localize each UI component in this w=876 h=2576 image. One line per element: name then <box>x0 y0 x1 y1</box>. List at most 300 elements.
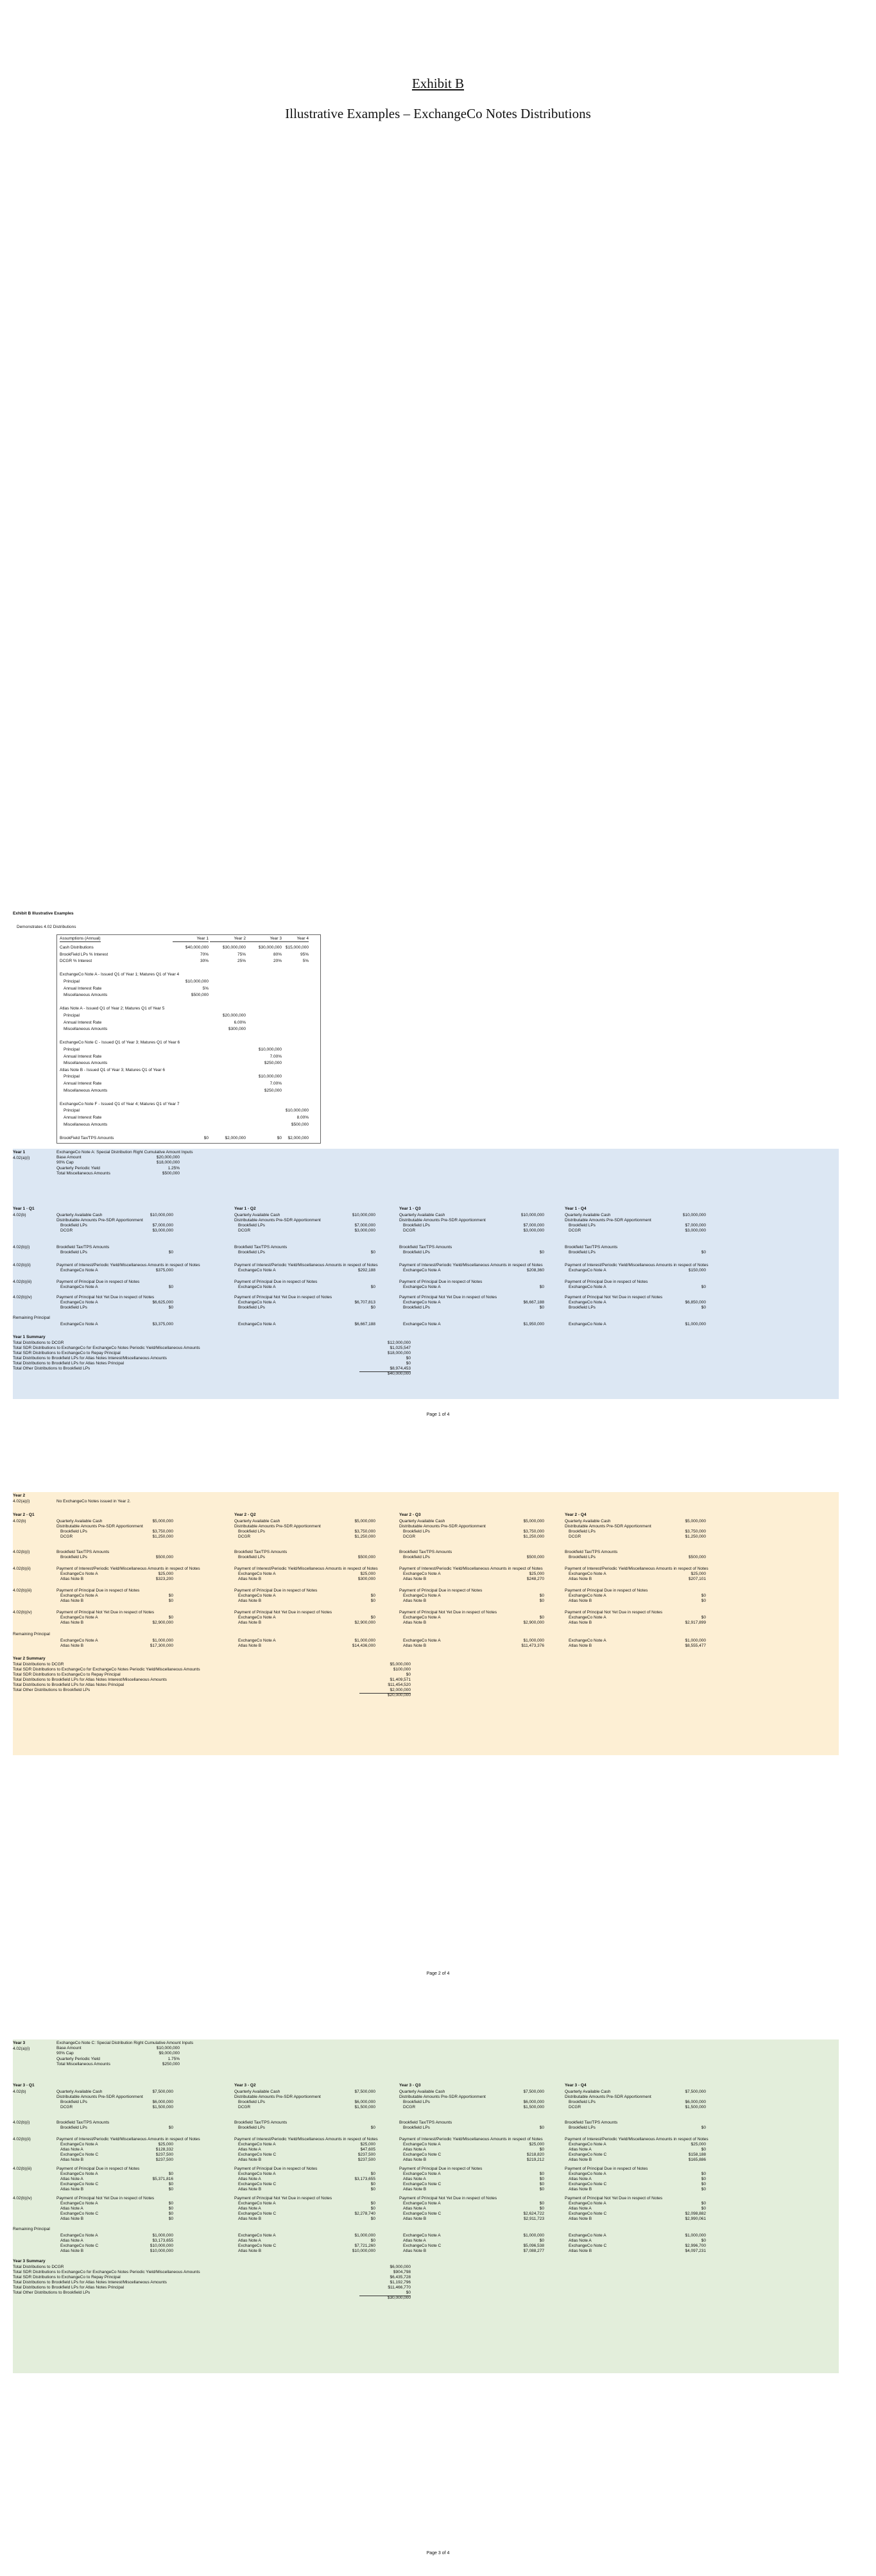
quarter-label: Atlas Note A <box>569 2206 592 2211</box>
quarter-label: Payment of Principal Not Yet Due in respect of Notes <box>234 1295 332 1300</box>
quarter-label: DCGR <box>403 1228 416 1233</box>
quarter-value: $0 <box>701 2206 706 2211</box>
quarter-label: Payment of Interest/Periodic Yield/Miscellaneous Amounts in respect of Notes <box>399 2137 543 2142</box>
assumptions-row-label: Atlas Note B - Issued Q1 of Year 3; Matures Q1 of Year 6 <box>60 1067 166 1072</box>
quarter-value: $7,000,000 <box>685 1223 706 1228</box>
quarter-value: $0 <box>539 2238 544 2243</box>
summary-label: Total SDR Distributions to ExchangeCo to Repay Principal <box>13 2275 121 2280</box>
quarter-value: $2,990,061 <box>685 2217 706 2221</box>
assumptions-cell: $15,000,000 <box>285 945 309 950</box>
quarter-value: $6,000,000 <box>354 2100 375 2104</box>
quarter-label: ExchangeCo Note A <box>238 1322 276 1327</box>
quarter-value: $0 <box>168 2172 173 2176</box>
quarter-label: ExchangeCo Note A <box>403 1593 441 1598</box>
assumptions-cell: $2,000,000 <box>225 1135 246 1140</box>
assumptions-cell: $0 <box>277 1135 282 1140</box>
quarter-label: Brookfield Tax/TPS Amounts <box>565 1550 618 1554</box>
section-ref: 4.02(b) <box>13 1519 26 1524</box>
quarter-label: ExchangeCo Note A <box>238 2201 276 2206</box>
quarter-label: Payment of Principal Due in respect of Notes <box>565 2167 648 2171</box>
quarter-label: Atlas Note B <box>403 2187 427 2192</box>
quarter-label: Atlas Note A <box>60 2206 83 2211</box>
year-title: Year 2 <box>13 1493 26 1498</box>
quarter-label: Atlas Note A <box>60 2147 83 2152</box>
assumptions-cell: 95% <box>300 952 309 957</box>
quarter-value: $0 <box>539 1285 544 1289</box>
assumptions-cell: 70% <box>200 952 209 957</box>
quarter-label: Payment of Interest/Periodic Yield/Miscellaneous Amounts in respect of Notes <box>234 1567 378 1571</box>
quarter-value: $237,500 <box>155 2158 173 2162</box>
quarter-value: $0 <box>370 1615 375 1620</box>
intro-value: $250,000 <box>162 2061 180 2066</box>
quarter-value: $2,278,740 <box>354 2211 375 2216</box>
quarter-value: $165,886 <box>688 2158 706 2162</box>
summary-value: $0 <box>359 2290 411 2296</box>
quarter-value: $2,900,000 <box>152 1620 173 1625</box>
quarter-label: Brookfield Tax/TPS Amounts <box>56 1550 110 1554</box>
quarter-value: $2,098,882 <box>685 2211 706 2216</box>
quarter-value: $6,667,188 <box>523 1300 544 1305</box>
quarter-label: Payment of Principal Not Yet Due in respect of Notes <box>56 2196 155 2201</box>
quarter-value: $0 <box>168 1285 173 1289</box>
assumptions-row-label: Atlas Note A - Issued Q1 of Year 2; Matures Q1 of Year 5 <box>60 1006 165 1011</box>
quarter-value: $0 <box>701 2201 706 2206</box>
assumptions-row-label: ExchangeCo Note F - Issued Q1 of Year 4; Matures Q1 of Year 7 <box>60 1101 180 1106</box>
quarter-label: Atlas Note B <box>403 2158 427 2162</box>
quarter-value: $25,000 <box>529 1572 544 1576</box>
quarter-label: ExchangeCo Note A <box>569 1268 606 1273</box>
quarter-value: $11,473,376 <box>521 1644 544 1648</box>
assumptions-cell: $30,000,000 <box>258 945 282 950</box>
quarter-label: ExchangeCo Note C <box>403 2182 442 2186</box>
summary-value: $0 <box>406 1361 411 1366</box>
quarter-label: Payment of Principal Due in respect of Notes <box>399 1280 483 1284</box>
quarter-label: Quarterly Available Cash <box>234 1213 280 1217</box>
assumptions-cell: 25% <box>237 959 246 964</box>
quarter-label: ExchangeCo Note A <box>403 2201 441 2206</box>
quarter-value: $1,000,000 <box>523 2233 544 2238</box>
quarter-value: $0 <box>539 2147 544 2152</box>
quarter-label: Atlas Note B <box>403 2217 427 2221</box>
quarter-label: Atlas Note B <box>238 1599 262 1603</box>
summary-value: $5,000,000 <box>390 1662 411 1667</box>
quarter-value: $6,850,000 <box>685 1300 706 1305</box>
quarter-label: ExchangeCo Note A <box>403 1322 441 1327</box>
quarter-value: $3,000,000 <box>685 1228 706 1233</box>
quarter-label: ExchangeCo Note A <box>238 1268 276 1273</box>
summary-value: $20,000,000 <box>387 1693 411 1697</box>
quarter-label: Brookfield Tax/TPS Amounts <box>56 1245 110 1249</box>
section-ref: 4.02(a)(i) <box>13 2047 30 2051</box>
summary-value: $100,000 <box>393 1667 411 1672</box>
assumptions-cell: $40,000,000 <box>185 945 209 950</box>
quarter-label: Atlas Note B <box>60 1577 84 1581</box>
quarter-label: Payment of Interest/Periodic Yield/Miscellaneous Amounts in respect of Notes <box>56 2137 200 2142</box>
quarter-value: $7,721,260 <box>354 2244 375 2248</box>
summary-value: $40,000,000 <box>387 1371 411 1376</box>
assumptions-row-label: Principal <box>64 1108 80 1113</box>
summary-value: $1,409,571 <box>390 1678 411 1682</box>
quarter-value: $10,000,000 <box>520 1213 544 1217</box>
quarter-label: Brookfield LPs <box>403 2100 430 2104</box>
assumptions-header: Year 2 <box>210 936 246 942</box>
quarter-value: $219,212 <box>526 2158 544 2162</box>
quarter-value: $0 <box>168 2217 173 2221</box>
summary-label: Total Distributions to Brookfield LPs for Atlas Notes Interest/Miscellaneous Amounts <box>13 1356 167 1361</box>
quarter-value: $2,911,723 <box>523 2217 544 2221</box>
quarter-label: Brookfield LPs <box>238 1250 265 1255</box>
summary-value: $11,466,770 <box>388 2285 411 2290</box>
quarter-label: Payment of Principal Not Yet Due in respect of Notes <box>399 1295 497 1300</box>
quarter-label: Atlas Note B <box>403 1577 427 1581</box>
quarter-label: Atlas Note B <box>238 1620 262 1625</box>
quarter-label: Brookfield LPs <box>569 2125 596 2130</box>
assumptions-row-label: Miscellaneous Amounts <box>64 1061 108 1066</box>
quarter-label: Payment of Interest/Periodic Yield/Miscellaneous Amounts in respect of Notes <box>565 2137 709 2142</box>
document-title-block <box>0 76 876 122</box>
quarter-value: $0 <box>539 1615 544 1620</box>
summary-label: Total SDR Distributions to ExchangeCo to Repay Principal <box>13 1672 121 1677</box>
assumptions-row-label: Annual Interest Rate <box>64 1020 102 1025</box>
quarter-value: $0 <box>539 2182 544 2186</box>
quarter-label: Quarterly Available Cash <box>399 1519 445 1524</box>
summary-label: Total Distributions to Brookfield LPs for Atlas Notes Principal <box>13 1361 125 1366</box>
quarter-value: $7,500,000 <box>152 2090 173 2094</box>
intro-value: $10,000,000 <box>156 2046 180 2051</box>
quarter-value: $6,000,000 <box>152 2100 173 2104</box>
assumptions-cell: 75% <box>237 952 246 957</box>
quarter-label: Brookfield LPs <box>569 1223 596 1228</box>
quarter-value: $1,500,000 <box>354 2105 375 2109</box>
quarter-label: Atlas Note B <box>569 2249 592 2253</box>
quarter-label: Atlas Note B <box>238 2249 262 2253</box>
quarter-title: Year 1 - Q4 <box>565 1206 587 1211</box>
summary-value: $11,454,520 <box>388 1683 411 1687</box>
section-ref: 4.02(b)(i) <box>13 1245 30 1249</box>
quarter-value: $0 <box>168 2182 173 2186</box>
quarter-value: $248,270 <box>526 1577 544 1581</box>
quarter-value: $3,750,000 <box>523 1529 544 1534</box>
quarter-label: DCGR <box>238 1534 251 1539</box>
assumptions-cell: 7.00% <box>270 1081 282 1086</box>
section-ref: 4.02(b)(ii) <box>13 1263 31 1267</box>
assumptions-row-label: Miscellaneous Amounts <box>64 993 108 998</box>
quarter-label: Payment of Principal Due in respect of Notes <box>399 1588 483 1593</box>
quarter-value: $0 <box>168 1615 173 1620</box>
quarter-label: ExchangeCo Note C <box>60 2152 99 2157</box>
quarter-label: Payment of Principal Not Yet Due in respect of Notes <box>399 2196 497 2201</box>
quarter-label: Payment of Interest/Periodic Yield/Miscellaneous Amounts in respect of Notes <box>234 1263 378 1267</box>
quarter-label: ExchangeCo Note C <box>238 2244 277 2248</box>
assumptions-cell: $20,000,000 <box>222 1013 246 1018</box>
quarter-value: $0 <box>701 1285 706 1289</box>
summary-label: Total Other Distributions to Brookfield LPs <box>13 1688 90 1692</box>
assumptions-cell: 8.00% <box>296 1115 309 1120</box>
quarter-value: $3,750,000 <box>685 1529 706 1534</box>
assumptions-cell: $250,000 <box>264 1061 282 1066</box>
assumptions-row-label: ExchangeCo Note C - Issued Q1 of Year 3; Matures Q1 of Year 6 <box>60 1040 180 1045</box>
assumptions-cell: $500,000 <box>191 993 209 998</box>
quarter-label: Atlas Note B <box>238 2217 262 2221</box>
quarter-label: ExchangeCo Note A <box>60 2172 98 2176</box>
assumptions-header: Year 1 <box>173 936 209 942</box>
quarter-label: ExchangeCo Note C <box>60 2211 99 2216</box>
quarter-label: Atlas Note A <box>238 2147 261 2152</box>
quarter-label: ExchangeCo Note A <box>238 1285 276 1289</box>
quarter-value: $25,000 <box>529 2142 544 2147</box>
quarter-value: $0 <box>370 2238 375 2243</box>
quarter-label: Distributable Amounts Pre-SDR Apportionment <box>565 2095 651 2099</box>
quarter-label: Atlas Note A <box>238 2177 261 2181</box>
quarter-label: Payment of Interest/Periodic Yield/Miscellaneous Amounts in respect of Notes <box>399 1567 543 1571</box>
assumptions-row-label: BrookField Tax/TPS Amounts <box>60 1135 114 1140</box>
assumptions-cell: $0 <box>203 1135 209 1140</box>
assumptions-cell: 7.00% <box>270 1054 282 1059</box>
quarter-label: Payment of Principal Not Yet Due in respect of Notes <box>56 1295 155 1300</box>
quarter-label: Brookfield Tax/TPS Amounts <box>565 2120 618 2125</box>
quarter-value: $10,000,000 <box>352 2249 375 2253</box>
quarter-label: ExchangeCo Note A <box>569 1322 606 1327</box>
quarter-value: $5,371,816 <box>152 2177 173 2181</box>
quarter-label: ExchangeCo Note C <box>238 2211 277 2216</box>
quarter-label: Payment of Principal Due in respect of Notes <box>56 1588 140 1593</box>
summary-label: Total SDR Distributions to ExchangeCo for ExchangeCo Notes Periodic Yield/Miscellaneous Amounts <box>13 2270 200 2274</box>
quarter-label: Brookfield LPs <box>238 1305 265 1310</box>
quarter-label: ExchangeCo Note A <box>60 1322 98 1327</box>
quarter-value: $3,000,000 <box>152 1228 173 1233</box>
summary-label: Total Other Distributions to Brookfield LPs <box>13 1366 90 1371</box>
quarter-value: $0 <box>701 2177 706 2181</box>
intro-value: $18,000,000 <box>156 1160 180 1165</box>
section-ref: 4.02(b)(iii) <box>13 1588 32 1593</box>
quarter-value: $0 <box>370 2125 375 2130</box>
quarter-value: $1,500,000 <box>685 2105 706 2109</box>
summary-value: $30,000,000 <box>387 2296 411 2300</box>
summary-title: Year 3 Summary <box>13 2259 46 2263</box>
quarter-value: $0 <box>701 2182 706 2186</box>
quarter-value: $0 <box>168 1250 173 1255</box>
quarter-value: $0 <box>168 2187 173 2192</box>
quarter-label: ExchangeCo Note A <box>569 1615 606 1620</box>
quarter-label: ExchangeCo Note A <box>569 1285 606 1289</box>
summary-value: $12,000,000 <box>387 1341 411 1345</box>
quarter-value: $25,000 <box>360 1572 375 1576</box>
quarter-value: $323,200 <box>155 1577 173 1581</box>
quarter-label: Quarterly Available Cash <box>56 1519 103 1524</box>
quarter-value: $0 <box>701 2172 706 2176</box>
quarter-value: $0 <box>370 2201 375 2206</box>
quarter-label: Atlas Note B <box>238 2158 262 2162</box>
section-ref: 4.02(b)(ii) <box>13 1567 31 1571</box>
quarter-label: ExchangeCo Note A <box>569 1572 606 1576</box>
quarter-value: $1,000,000 <box>354 1638 375 1643</box>
quarter-value: $0 <box>701 2125 706 2130</box>
quarter-value: $0 <box>701 1599 706 1603</box>
quarter-label: Payment of Principal Due in respect of Notes <box>234 1588 318 1593</box>
year1-section <box>13 1149 839 1399</box>
quarter-value: $1,000,000 <box>685 2233 706 2238</box>
quarter-label: Atlas Note B <box>569 2187 592 2192</box>
quarter-label: Atlas Note A <box>403 2238 426 2243</box>
quarter-label: Atlas Note A <box>403 2147 426 2152</box>
quarter-value: $5,000,000 <box>523 1519 544 1524</box>
quarter-label: Distributable Amounts Pre-SDR Apportionment <box>399 1218 486 1223</box>
quarter-label: DCGR <box>569 1534 581 1539</box>
quarter-label: ExchangeCo Note A <box>60 1615 98 1620</box>
quarter-label: ExchangeCo Note C <box>403 2152 442 2157</box>
quarter-value: $10,000,000 <box>150 2244 173 2248</box>
quarter-label: ExchangeCo Note A <box>238 1638 276 1643</box>
quarter-value: $0 <box>539 2206 544 2211</box>
quarter-value: $0 <box>539 1593 544 1598</box>
quarter-label: Brookfield Tax/TPS Amounts <box>56 2120 110 2125</box>
quarter-value: $3,173,655 <box>152 2238 173 2243</box>
quarter-title: Year 3 - Q1 <box>13 2083 35 2088</box>
quarter-value: $0 <box>370 2172 375 2176</box>
quarter-label: ExchangeCo Note A <box>60 1572 98 1576</box>
quarter-value: $25,000 <box>691 2142 706 2147</box>
year-title: Year 1 <box>13 1150 26 1155</box>
quarter-title: Year 3 - Q2 <box>234 2083 256 2088</box>
quarter-label: ExchangeCo Note A <box>403 2233 441 2238</box>
year-title: Year 3 <box>13 2041 26 2045</box>
quarter-label: Atlas Note B <box>60 2249 84 2253</box>
assumptions-cell: $2,000,000 <box>288 1135 309 1140</box>
quarter-label: Payment of Principal Not Yet Due in respect of Notes <box>565 2196 663 2201</box>
quarter-value: $0 <box>701 1250 706 1255</box>
quarter-title: Year 1 - Q2 <box>234 1206 256 1211</box>
quarter-label: Distributable Amounts Pre-SDR Apportionment <box>56 2095 143 2099</box>
quarter-label: Brookfield LPs <box>403 2125 430 2130</box>
quarter-value: $0 <box>539 2187 544 2192</box>
quarter-value: $208,360 <box>526 1268 544 1273</box>
quarter-label: Atlas Note B <box>403 1599 427 1603</box>
quarter-label: Atlas Note B <box>60 2217 84 2221</box>
quarter-label: Payment of Principal Not Yet Due in respect of Notes <box>565 1295 663 1300</box>
quarter-label: Brookfield Tax/TPS Amounts <box>399 1550 452 1554</box>
summary-value: $8,974,453 <box>359 1366 411 1372</box>
quarter-label: Payment of Interest/Periodic Yield/Miscellaneous Amounts in respect of Notes <box>399 1263 543 1267</box>
assumptions-row-label: Principal <box>64 1074 80 1079</box>
quarter-label: ExchangeCo Note A <box>238 2142 276 2147</box>
quarter-value: $375,000 <box>155 1268 173 1273</box>
quarter-value: $207,101 <box>688 1577 706 1581</box>
quarter-title: Year 2 - Q4 <box>565 1513 587 1517</box>
quarter-label: ExchangeCo Note A <box>60 1285 98 1289</box>
quarter-value: $5,000,000 <box>685 1519 706 1524</box>
quarter-label: Payment of Principal Not Yet Due in respect of Notes <box>399 1610 497 1615</box>
quarter-value: $500,000 <box>155 1555 173 1559</box>
assumptions-cell: $250,000 <box>264 1088 282 1093</box>
section-ref: Remaining Principal <box>13 2227 50 2231</box>
quarter-label: ExchangeCo Note A <box>403 1268 441 1273</box>
quarter-label: Distributable Amounts Pre-SDR Apportionment <box>399 2095 486 2099</box>
quarter-label: Distributable Amounts Pre-SDR Apportionment <box>565 1524 651 1529</box>
quarter-label: ExchangeCo Note C <box>238 2152 277 2157</box>
page-number: Page 1 of 4 <box>426 1413 450 1417</box>
intro-value: $500,000 <box>162 1171 180 1176</box>
section-ref: 4.02(b)(iii) <box>13 2167 32 2171</box>
assumptions-cell: $10,000,000 <box>258 1047 282 1052</box>
intro-label: Total Miscellaneous Amounts <box>56 1171 110 1176</box>
quarter-value: $0 <box>168 2211 173 2216</box>
quarter-value: $14,436,000 <box>352 1644 375 1648</box>
quarter-value: $0 <box>701 2187 706 2192</box>
quarter-label: Atlas Note B <box>403 2249 427 2253</box>
section-ref: 4.02(b)(ii) <box>13 2137 31 2142</box>
section-ref: 4.02(b)(iii) <box>13 1280 32 1284</box>
quarter-label: Atlas Note B <box>238 2187 262 2192</box>
quarter-label: ExchangeCo Note A <box>569 1300 606 1305</box>
quarter-label: ExchangeCo Note A <box>403 2142 441 2147</box>
quarter-value: $5,096,538 <box>523 2244 544 2248</box>
quarter-label: Brookfield Tax/TPS Amounts <box>399 2120 452 2125</box>
quarter-value: $6,000,000 <box>523 2100 544 2104</box>
quarter-label: Atlas Note B <box>403 1620 427 1625</box>
quarter-label: Quarterly Available Cash <box>399 2090 445 2094</box>
quarter-label: Payment of Principal Due in respect of Notes <box>399 2167 483 2171</box>
quarter-label: Atlas Note B <box>569 2217 592 2221</box>
quarter-value: $0 <box>168 1305 173 1310</box>
summary-label: Total Distributions to Brookfield LPs for Atlas Notes Interest/Miscellaneous Amounts <box>13 1678 167 1682</box>
quarter-label: Brookfield LPs <box>60 1223 87 1228</box>
quarter-label: Quarterly Available Cash <box>565 1213 611 1217</box>
quarter-value: $1,250,000 <box>523 1534 544 1539</box>
quarter-label: Brookfield LPs <box>60 2125 87 2130</box>
section-ref: Remaining Principal <box>13 1632 50 1636</box>
exhibit-title: Exhibit B <box>411 76 465 91</box>
quarter-label: Atlas Note B <box>569 2158 592 2162</box>
quarter-label: Atlas Note A <box>403 2206 426 2211</box>
quarter-value: $218,820 <box>526 2152 544 2157</box>
quarter-value: $17,300,000 <box>150 1644 173 1648</box>
summary-value: $18,000,000 <box>387 1351 411 1355</box>
quarter-value: $500,000 <box>526 1555 544 1559</box>
quarter-label: Brookfield LPs <box>569 1305 596 1310</box>
quarter-label: Atlas Note B <box>60 2158 84 2162</box>
quarter-label: ExchangeCo Note A <box>238 1615 276 1620</box>
assumptions-row-label: Annual Interest Rate <box>64 1054 102 1059</box>
quarter-value: $5,000,000 <box>354 1519 375 1524</box>
quarter-value: $10,000,000 <box>150 2249 173 2253</box>
quarter-label: Brookfield LPs <box>569 1529 596 1534</box>
quarter-label: Atlas Note B <box>60 1599 84 1603</box>
quarter-label: Distributable Amounts Pre-SDR Apportionment <box>565 1218 651 1223</box>
quarter-label: ExchangeCo Note A <box>403 1572 441 1576</box>
quarter-value: $3,173,655 <box>354 2177 375 2181</box>
summary-label: Total Other Distributions to Brookfield LPs <box>13 2290 90 2295</box>
summary-label: Total Distributions to Brookfield LPs for Atlas Notes Principal <box>13 1683 125 1687</box>
page-number: Page 3 of 4 <box>426 2551 450 2555</box>
quarter-label: ExchangeCo Note A <box>403 1615 441 1620</box>
quarter-label: Payment of Principal Due in respect of Notes <box>56 1280 140 1284</box>
quarter-value: $0 <box>539 1305 544 1310</box>
section-ref: 4.02(b)(iv) <box>13 2196 32 2201</box>
summary-value: $2,000,000 <box>359 1688 411 1694</box>
assumptions-cell: $30,000,000 <box>222 945 246 950</box>
quarter-label: Payment of Principal Not Yet Due in respect of Notes <box>56 1610 155 1615</box>
section-ref: 4.02(b) <box>13 1213 26 1217</box>
quarter-label: Atlas Note B <box>569 1577 592 1581</box>
quarter-value: $1,000,000 <box>152 2233 173 2238</box>
quarter-label: Brookfield LPs <box>238 1223 265 1228</box>
assumptions-row-label: Principal <box>64 1013 80 1018</box>
quarter-label: Distributable Amounts Pre-SDR Apportionment <box>234 1524 321 1529</box>
assumptions-row-label: Cash Distributions <box>60 945 94 950</box>
quarter-value: $0 <box>701 2147 706 2152</box>
quarter-label: Atlas Note B <box>60 1620 84 1625</box>
quarter-value: $6,625,000 <box>152 1300 173 1305</box>
